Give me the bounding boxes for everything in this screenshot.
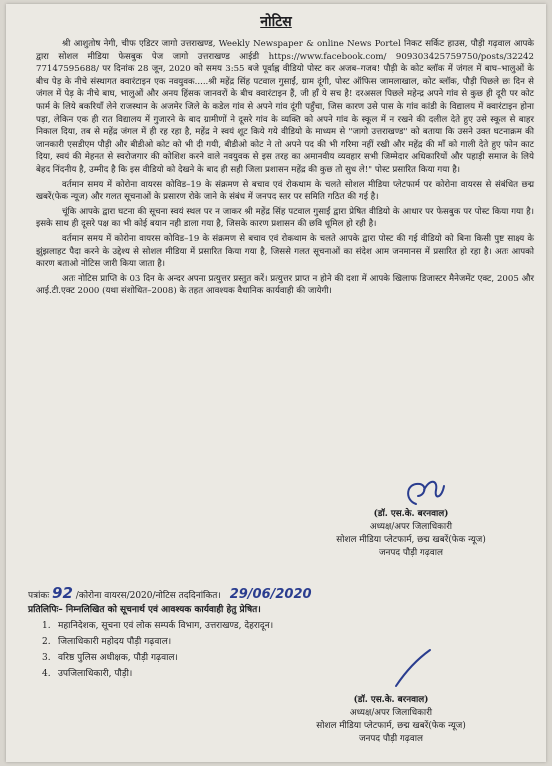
reference-number: 92 (52, 584, 73, 602)
list-item: 4. उपजिलाधिकारी, पौड़ी। (42, 669, 133, 679)
copy-to-heading: प्रतिलिपिः– निम्नलिखित को सूचनार्थ एवं आवश्यक कार्यवाही हेतु प्रेषित। (28, 605, 261, 615)
list-item: 1. महानिदेशक, सूचना एवं लोक सम्पर्क विभाग, उत्तराखण्ड, देहरादून। (42, 621, 274, 631)
paragraph-1: श्री आशुतोष नेगी, चीफ एडिटर जागो उत्तराखण्ड, Weekly Newspaper & online News Portel निकट सर्किट हाउस, पौड़ी गढ़वाल आपके द्वारा सोशल मीडिया फेसबुक पेज जागो उत्तराखण्ड आईडी https://www.facebook.com/ 909303425759750/posts/32242 77147595688/ पर दिनांक 28 जून, 2020 को समय 3:55 बजे पूर्वाह्न वीडियो पोस्ट कर अजब–गजब! पौड़ी के कोट ब्लॉक में जंगल में बाघ–भालुओं के बीच पेड़ के नीचे संस्थागत क्वारंटाइन एक नवयुवक.....श्री महेंद्र सिंह पटवाल गुसाईं, ग्राम दूंगी, पोस्ट ऑफिस जामलाखाल, कोट ब्लॉक, पौड़ी पिछले छः दिन से जंगल में पेड़ के नीचे बाघ, भालुओं और अनय हिंसक जानवरों के बीच क्वारंटाइन हैं, जी हाँ ये सच है! दरअसल पिछले महेन्द्र अपने गांव से कुछ ही दूरी पर कोट फार्म के लिये बकरियाँ लेने राजस्थान के अजमेर जिले के कडेल गांव से अपने गांव दूंगी पहुँचा, जिस कारण उसे पास के गांव कांडी के विद्यालय में क्वारंटाइन होना पड़ा, लेकिन एक ही रात विद्यालय में गुजारने के बाद ग्रामीणों ने दूसरे गांव के व्यक्ति को अपने गांव के स्कूल में न रखने की दलील देते हुए उसे स्कूल से बाहर निकाल दिया, तब से महेंद्र जंगल में ही रह रहा है, महेंद्र ने स्वयं शूट किये गये वीडियो के माध्यम से "जागो उत्तराखण्ड" को बताया कि उसने उक्त घटनाक्रम की जानकारी एसडीएम पौड़ी और बीडीओ कोट को भी दी गयी, बीडीओ कोट ने तो अपने पद की भी गरिमा नहीं रखी और महेंद्र की माँ को गाली देते हुए फोन काट दिया, स्वयं की मेहनत से स्वरोजगार की कोशिश करने वाले नवयुवक से इस तरह का अमानवीय व्यवहार सभी जिम्मेदार अधिकारियों और पहाड़ी समाज के लिये बेहद निंदनीय है, उम्मीद है कि इस वीडियो को देखने के बाद ही सही जिला प्रशासन महेंद्र की कुछ तो सुध ले!" पोस्ट प्रसारित किया गया है। (36, 39, 534, 175)
reference-prefix: पत्रांकः (28, 591, 50, 601)
notice-body (36, 38, 534, 300)
signature-scribble-2 (390, 648, 436, 688)
paragraph-5: अतः नोटिस प्राप्ति के 03 दिन के अन्दर अपना प्रत्युत्तर प्रस्तुत करें। प्रत्युत्तर प्राप्त न होने की दशा में आपके खिलाफ डिजास्टर मैनेजमेंट एक्ट, 2005 और आई.टी.एक्ट 2000 (यथा संशोधित–2008) के तहत आवश्यक वैधानिक कार्यवाही की जायेगी। (36, 273, 534, 297)
signatory-committee: सोशल मीडिया प्लेटफार्म, छद्म खबरें(फेक न्यूज) (316, 721, 466, 731)
signatory-name: (डॉ. एस.के. बरनवाल) (373, 509, 449, 519)
signature-block-1 (286, 508, 536, 560)
reference-line (28, 584, 312, 602)
paragraph-2: वर्तमान समय में कोरोना वायरस कोविड–19 के संक्रमण से बचाव एवं रोकथाम के चलते सोशल मीडिया प्लेटफार्म पर कोरोना वायरस से संबंधित छद्म खबरें(फेक न्यूज) और गलत सूचनाओं के प्रसारण रोके जाने के संबंध में जनपद स्तर पर समिति गठित की गई है। (36, 179, 534, 203)
reference-date: 29/06/2020 (229, 587, 312, 602)
notice-document (6, 4, 546, 762)
signature-scribble-1 (398, 474, 448, 510)
signatory-designation: अध्यक्ष/अपर जिलाधिकारी (349, 708, 433, 718)
list-item: 2. जिलाधिकारी महोदय पौड़ी गढ़वाल। (42, 637, 172, 647)
paragraph-4: वर्तमान समय में कोरोना वायरस कोविड–19 के संक्रमण से बचाव एवं रोकथाम के चलते आपके द्वारा पोस्ट की गई वीडियो को बिना किसी पुष्ट साक्ष्य के झुंझलाहट पैदा करने के उद्देश्य से सोशल मीडिया में प्रसारित किया गया है, जिससे गलत सूचनाओं का संदेश आम जनमानस में प्रसारित हो रहा है। अतः आपको कारण बताओ नोटिस जारी किया जाता है। (36, 233, 534, 270)
list-item: 3. वरिष्ठ पुलिस अधीक्षक, पौड़ी गढ़वाल। (42, 653, 178, 663)
signature-block-2 (256, 694, 526, 746)
copy-to-list (42, 618, 273, 682)
signatory-designation: अध्यक्ष/अपर जिलाधिकारी (369, 522, 453, 532)
signatory-district: जनपद पौड़ी गढ़वाल (359, 734, 423, 744)
reference-subject: /कोरोना वायरस/2020/नोटिस तददिनांकित। (75, 591, 221, 601)
paragraph-3: चूंकि आपके द्वारा घटना की सूचना स्वयं स्थल पर न जाकर श्री महेंद्र सिंह पटवाल गुसाईं द्वारा प्रेषित वीडियो के आधार पर फेसबुक पर पोस्ट किया गया है। इसके साथ ही दूसरे पक्ष का भी कोई बयान नही डाला गया है, जिसके कारण प्रशासन की छवि धूमिल हो रही है। (36, 206, 534, 230)
signatory-committee: सोशल मीडिया प्लेटफार्म, छद्म खबरें(फेक न्यूज) (336, 535, 486, 545)
signatory-district: जनपद पौड़ी गढ़वाल (379, 548, 443, 558)
signatory-name: (डॉ. एस.के. बरनवाल) (353, 695, 429, 705)
notice-title: नोटिस (260, 14, 292, 30)
